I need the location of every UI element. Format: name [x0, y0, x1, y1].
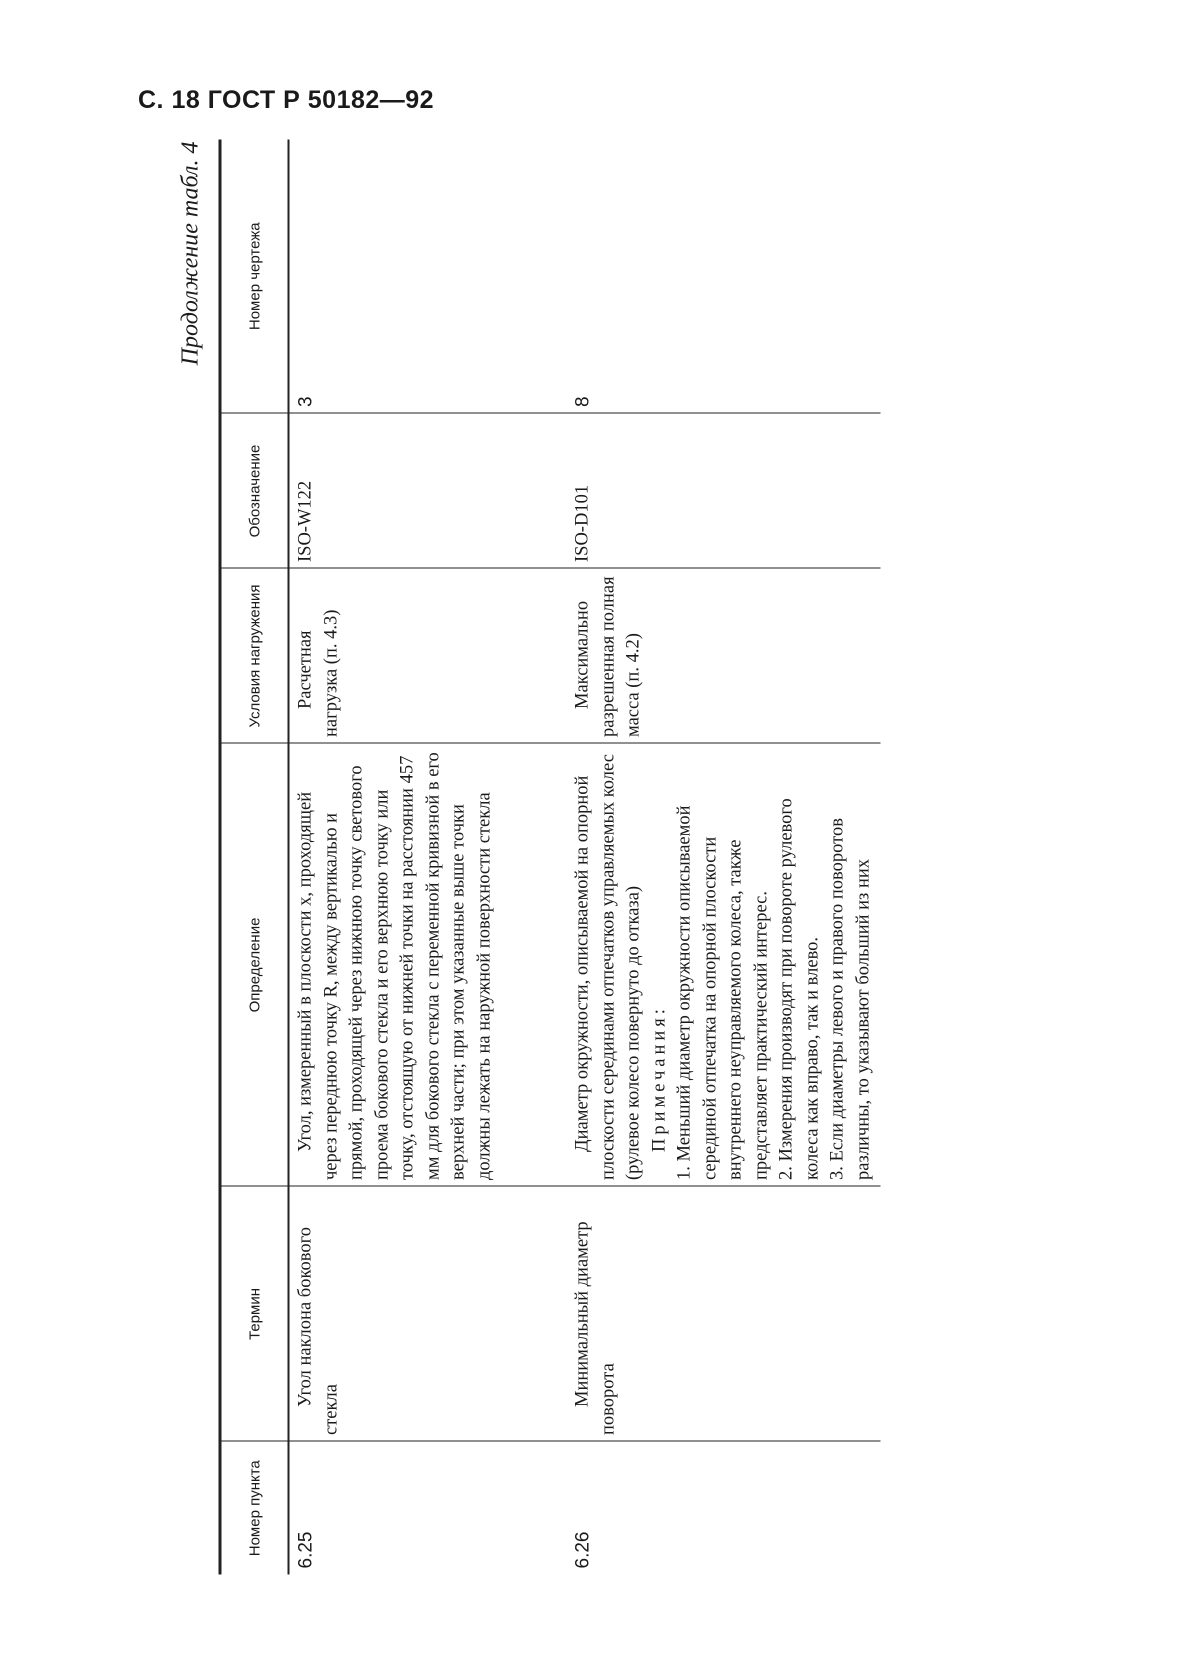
notes-title: Примечания:: [648, 1005, 669, 1152]
terms-table: [218, 140, 880, 1575]
cell-item-number: 6.26: [572, 1531, 593, 1569]
cell-definition: Угол, измеренный в плоскости x, проходящей через переднюю точку R, между вертикалью и прямой, проходящей через нижнюю точку светового проема бокового стекла и его верхнюю точку или точку, отстоящую от нижней точки на расстоянии 457 мм для бокового стекла с переменной кривизной в его верхней части; при этом указанные выше точки должны лежать на наружной поверхности стекла: [288, 744, 566, 1187]
header-loading-conditions: Условия нагружения: [220, 569, 289, 744]
cell-designation: ISO-W122: [288, 414, 566, 569]
cell-loading-conditions: Максимально разрешенная полная масса (п. 4.2): [566, 569, 880, 744]
header-drawing-number: Номер чертежа: [220, 140, 289, 414]
cell-item-number: 6.25: [295, 1531, 316, 1569]
header-definition: Определение: [220, 744, 289, 1187]
page-header: С. 18 ГОСТ Р 50182—92: [138, 86, 435, 114]
cell-loading-conditions: Расчетная нагрузка (п. 4.3): [288, 569, 566, 744]
cell-drawing-number: 8: [566, 140, 880, 414]
cell-definition-block: [566, 744, 880, 1187]
cell-term: Минимальный диаметр поворота: [566, 1187, 880, 1442]
header-term: Термин: [220, 1187, 289, 1442]
table-row: [566, 140, 880, 1575]
header-designation: Обозначение: [220, 414, 289, 569]
note-item: 3. Если диаметры левого и правого поворотов различны, то указывают больший из них: [827, 818, 873, 1180]
note-item: 1. Меньший диаметр окружности описываемой серединой отпечатка на опорной плоскости внутреннего неуправляемого колеса, также представляет практический интерес.: [674, 805, 771, 1180]
cell-designation: ISO-D101: [566, 414, 880, 569]
rotated-table-container: [176, 140, 1134, 1575]
table-header-row: [220, 140, 289, 1575]
cell-drawing-number: 3: [288, 140, 566, 414]
table-caption: Продолжение табл. 4: [177, 141, 203, 366]
cell-term: Угол наклона бокового стекла: [288, 1187, 566, 1442]
cell-definition: Диаметр окружности, описываемой на опорной плоскости серединами отпечатков управляемых колес (рулевое колесо повернуто до отказа): [572, 754, 643, 1180]
note-item: 2. Измерения производят при повороте рулевого колеса как вправо, так и влево.: [776, 798, 822, 1180]
header-item-number: Номер пункта: [220, 1442, 289, 1575]
table-row: [288, 140, 566, 1575]
